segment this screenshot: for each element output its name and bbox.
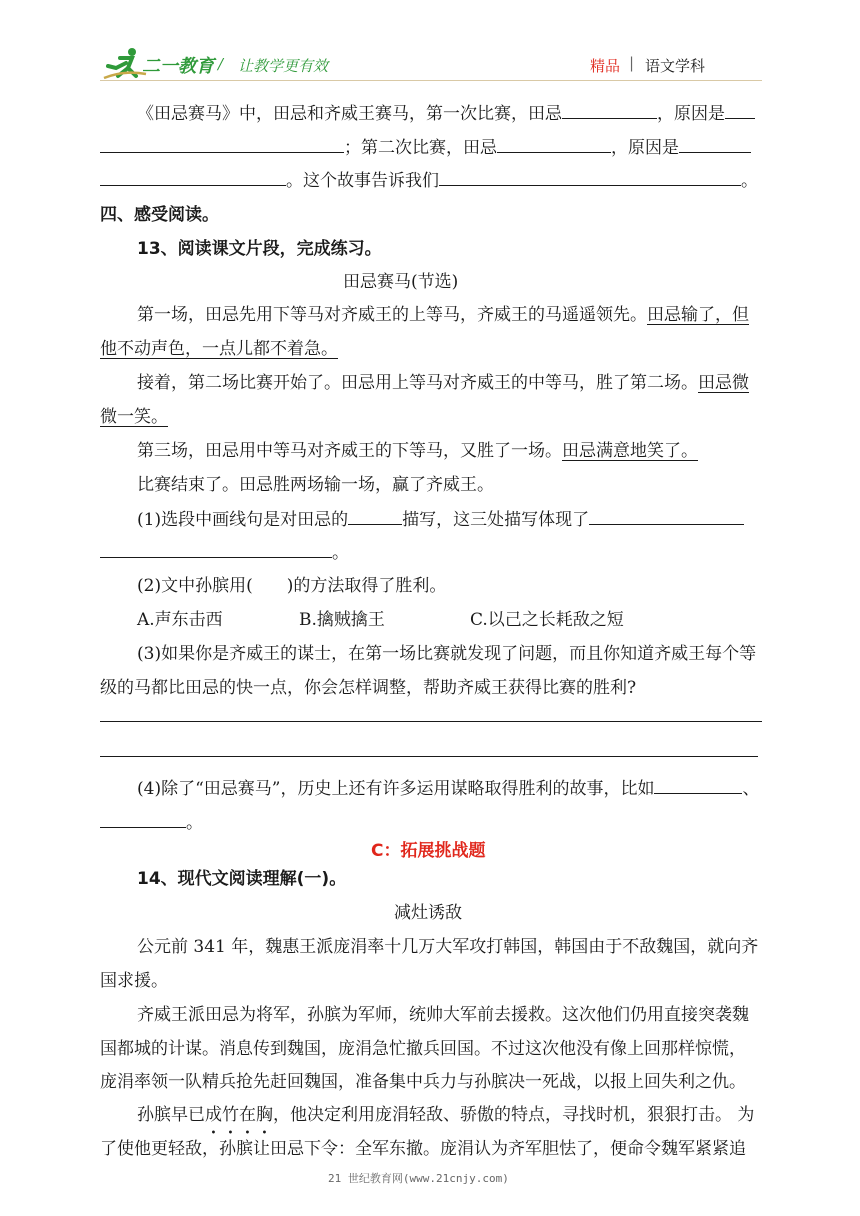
option-a[interactable]: A.声东击西 — [137, 610, 223, 630]
passage-text: ，他决定利用庞涓轻敌、骄傲的特点，寻找时机，狠狠打击。 为 — [273, 1105, 755, 1125]
passage-14-title: 减灶诱敌 — [394, 903, 462, 923]
passage-13-title: 田忌赛马(节选) — [343, 272, 459, 292]
header-rule — [100, 80, 762, 81]
answer-blank[interactable] — [725, 100, 755, 119]
passage-text: 第三场，田忌用中等马对齐威王的下等马，又胜了一场。 — [137, 441, 562, 461]
passage-13-p4: 比赛结束了。田忌胜两场输一场，赢了齐威王。 — [137, 475, 494, 495]
sub-question-3-cont: 级的马都比田忌的快一点，你会怎样调整，帮助齐威王获得比赛的胜利? — [100, 678, 637, 698]
passage-13-p2-cont: 微一笑。 — [100, 407, 168, 427]
passage-14-p3 — [137, 1100, 754, 1125]
page-footer: 21 世纪教育网(www.21cnjy.com) — [328, 1172, 509, 1185]
emphasis-char: 成 — [205, 1105, 222, 1125]
option-c[interactable]: C.以己之长耗敌之短 — [470, 610, 624, 630]
fill-line-2 — [100, 133, 751, 158]
sub-question-1-cont — [100, 538, 349, 563]
emphasis-char: 竹 — [222, 1105, 239, 1125]
passage-13-p3 — [137, 436, 698, 461]
sub-question-4 — [137, 774, 759, 799]
header-divider: | — [629, 54, 635, 72]
emphasis-char: 在 — [239, 1105, 256, 1125]
answer-line[interactable] — [100, 756, 758, 757]
passage-13-p1-cont: 他不动声色，一点儿都不着急。 — [100, 339, 338, 359]
dotted-phrase — [205, 1105, 273, 1125]
question-13-title: 13、阅读课文片段，完成练习。 — [137, 239, 382, 259]
brand-name: 二一教育 — [142, 56, 214, 77]
passage-13-p1 — [137, 300, 749, 325]
underlined-sentence: 田忌输了，但 — [647, 305, 749, 325]
fill-text: ；第二次比赛，田忌 — [344, 138, 497, 158]
sub-question-2: (2)文中孙膑用( )的方法取得了胜利。 — [137, 576, 447, 596]
sub-question-3: (3)如果你是齐威王的谋士，在第一场比赛就发现了问题，而且你知道齐威王每个等 — [137, 644, 757, 664]
fill-text: ，原因是 — [657, 104, 725, 124]
fill-text: 《田忌赛马》中，田忌和齐威王赛马，第一次比赛，田忌 — [137, 104, 562, 124]
passage-14-p1: 公元前 341 年，魏惠王派庞涓率十几万大军攻打韩国，韩国由于不敌魏国，就向齐 — [137, 937, 759, 957]
answer-blank[interactable] — [100, 134, 344, 153]
emphasis-char: 胸 — [256, 1105, 273, 1125]
header-quality: 精品 — [590, 57, 621, 75]
question-text: 。 — [186, 813, 203, 833]
passage-14-p2: 齐威王派田忌为将军，孙膑为军师，统帅大军前去援救。这次他们仍用直接突袭魏 — [137, 1005, 749, 1025]
fill-text: 。 — [741, 171, 758, 191]
passage-text: 接着，第二场比赛开始了。田忌用上等马对齐威王的中等马，胜了第二场。 — [137, 373, 698, 393]
answer-blank[interactable] — [348, 506, 402, 525]
header-slogan: 让教学更有效 — [238, 57, 329, 75]
section-heading-4: 四、感受阅读。 — [100, 205, 219, 225]
section-heading-c: C：拓展挑战题 — [371, 841, 486, 861]
header-subject: 语文学科 — [645, 57, 706, 75]
fill-line-3 — [100, 166, 758, 191]
sub-question-1 — [137, 505, 744, 530]
passage-14-p2-cont2: 庞涓率领一队精兵抢先赶回魏国，准备集中兵力与孙膑决一死战，以报上回失利之仇。 — [100, 1072, 746, 1092]
question-text: (1)选段中画线句是对田忌的 — [137, 510, 349, 530]
underlined-sentence: 田忌微 — [698, 373, 749, 393]
passage-14-p3-cont: 了使他更轻敌，孙膑让田忌下令：全军东撤。庞涓认为齐军胆怯了，便命令魏军紧紧追 — [100, 1139, 746, 1159]
underlined-sentence: 田忌满意地笑了。 — [562, 441, 698, 461]
answer-blank[interactable] — [100, 809, 186, 828]
question-text: 描写，这三处描写体现了 — [402, 510, 590, 530]
answer-blank[interactable] — [100, 539, 332, 558]
answer-blank[interactable] — [562, 100, 657, 119]
answer-line[interactable] — [100, 721, 762, 722]
passage-text: 第一场，田忌先用下等马对齐威王的上等马，齐威王的马遥遥领先。 — [137, 305, 647, 325]
fill-text: ，原因是 — [611, 138, 679, 158]
sub-question-4-cont — [100, 808, 203, 833]
question-14-title: 14、现代文阅读理解(一)。 — [137, 869, 347, 889]
answer-blank[interactable] — [439, 167, 741, 186]
passage-13-p2 — [137, 368, 749, 393]
passage-14-p2-cont: 国都城的计谋。消息传到魏国，庞涓急忙撤兵回国。不过这次他没有像上回那样惊慌， — [100, 1039, 746, 1059]
answer-blank[interactable] — [654, 775, 742, 794]
fill-line-1 — [137, 99, 755, 124]
passage-14-p1-cont: 国求援。 — [100, 971, 168, 991]
answer-blank[interactable] — [679, 134, 751, 153]
header-separator: / — [218, 55, 224, 73]
question-text: (4)除了“田忌赛马”，历史上还有许多运用谋略取得胜利的故事，比如 — [137, 779, 655, 799]
question-text: 、 — [742, 779, 760, 799]
question-text: 。 — [332, 543, 349, 563]
answer-blank[interactable] — [100, 167, 286, 186]
passage-text: 孙膑早已 — [137, 1105, 205, 1125]
answer-blank[interactable] — [589, 506, 744, 525]
answer-blank[interactable] — [497, 134, 611, 153]
fill-text: 。这个故事告诉我们 — [286, 171, 439, 191]
option-b[interactable]: B.擒贼擒王 — [299, 610, 385, 630]
